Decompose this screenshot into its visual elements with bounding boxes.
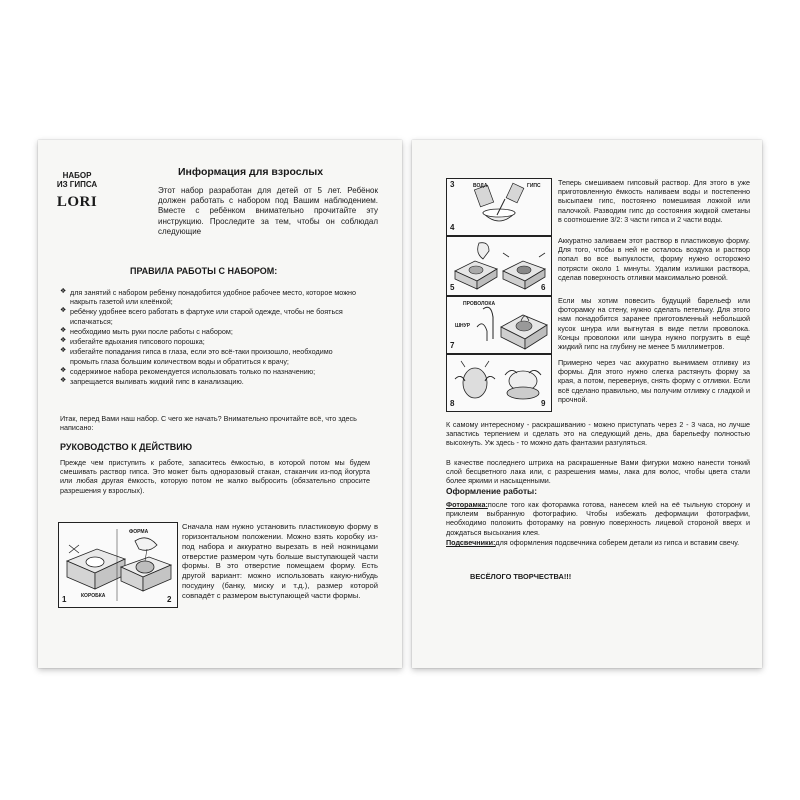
rule-item: ❖ ребёнку удобнее всего работать в фартуке или старой одежде, чтобы не бояться испачкаться; xyxy=(60,307,360,325)
step-1-paragraph: Сначала нам нужно установить пластиковую форму в горизонтальном положении. Можно взять коробку из-под набора и аккуратно вырезать в ней ножницами отверстие размером чуть больше выступающей части формы. В это отверстие помещаем форму. Есть другой вариант: можно использовать какую-нибудь посудину (банку, миску и т.д.), размер которой совпадёт с размером выступающей части формы. xyxy=(182,522,378,601)
pouring-illustration xyxy=(447,237,551,295)
rules-title: ПРАВИЛА РАБОТЫ С НАБОРОМ: xyxy=(130,266,278,276)
figure-number-6: 6 xyxy=(541,283,546,292)
step-remove-paragraph: Примерно через час аккуратно вынимаем отливку из формы. Для этого нужно слегка растянуть форму за края, а потом, перевернув, снять форму с отливки. Если всё сделано правильно, мы получим отливку с гладкой и прочной. xyxy=(558,358,750,404)
step-mix-paragraph: Теперь смешиваем гипсовый раствор. Для этого в уже приготовленную ёмкость наливаем воды и постепенно высыпаем гипс, постоянно помешивая ложкой или палочкой. Разводим гипс до состояния жидкой сметаны в соотношение 3/2: 3 части гипса и 2 части воды. xyxy=(558,178,750,224)
closing-text: ВЕСЁЛОГО ТВОРЧЕСТВА!!! xyxy=(470,572,572,581)
removing-cast-illustration xyxy=(447,355,551,411)
candle-paragraph xyxy=(446,538,750,547)
start-paragraph: Итак, перед Вами наш набор. С чего же начать? Внимательно прочитайте всё, что здесь написано: xyxy=(60,414,357,433)
figure-number-3: 3 xyxy=(450,180,455,189)
rule-item: ❖ содержимое набора рекомендуется использовать только по назначению; xyxy=(60,367,360,376)
rule-item: ❖ избегайте вдыхания гипсового порошка; xyxy=(60,337,360,346)
figure-number-9: 9 xyxy=(541,399,546,408)
brand-block xyxy=(52,172,102,210)
figure-number-8: 8 xyxy=(450,399,455,408)
figure-number-5: 5 xyxy=(450,283,455,292)
photo-frame-paragraph xyxy=(446,500,750,537)
figure-number-4: 4 xyxy=(450,223,455,232)
figure-label-box: КОРОБКА xyxy=(81,593,106,599)
photo-frame-label: Фоторамка: xyxy=(446,500,488,509)
intro-paragraph: Этот набор разработан для детей от 5 лет. Ребёнок должен работать с набором под Вашим наблюдением. Вместе с ребёнком внимательно прочитайте эту инструкцию. Проследите за тем, чтобы он соблюдал следующие xyxy=(158,186,378,236)
figure-number-2: 2 xyxy=(167,595,172,604)
figure-label-water: ВОДА xyxy=(473,183,488,189)
rule-item: ❖ избегайте попадания гипса в глаза, если это всё-таки произошло, необходимо промыть глаза большим количеством воды и обратиться к врачу; xyxy=(60,347,360,365)
figure-label-cord: ШНУР xyxy=(455,323,471,329)
left-instruction-page xyxy=(38,140,402,668)
right-instruction-page xyxy=(412,140,762,668)
painting-paragraph: К самому интересному - раскрашиванию - можно приступать через 2 - 3 часа, но лучше запастись терпением и сделать это на следующий день, два барельефу полностью высохнуть. Уж здесь - то можно дать фантазии разгуляться. xyxy=(446,420,750,448)
rule-item: ❖ необходимо мыть руки после работы с набором; xyxy=(60,327,360,336)
step-pour-paragraph: Аккуратно заливаем этот раствор в пластиковую форму. Для того, чтобы в ней не осталось воздуха и раствор попал во все выпуклости, форму нужно осторожно потрясти около 1 минуты. Удалим излишки раствора, сделав поверхность отливки максимально ровной. xyxy=(558,236,750,282)
figure-8-9 xyxy=(446,354,552,412)
brand-logo: LORI xyxy=(56,193,98,210)
rules-list-container xyxy=(60,288,360,387)
photo-frame-text: после того как фоторамка готова, нанесем клей на её тыльную сторону и приклеим выбранную фотографию. Чтобы избежать деформации фотографии, необходимо положить фоторамку на ровную поверхность лицевой стороной вверх и дождаться высыхания клея. xyxy=(446,500,750,537)
figure-7 xyxy=(446,296,552,354)
figure-5-6 xyxy=(446,236,552,296)
brand-line1: НАБОР xyxy=(62,171,92,180)
box-and-form-illustration xyxy=(59,523,177,607)
varnish-paragraph: В качестве последнего штриха на раскрашенные Вами фигурки можно нанести тонкий слой бесцветного лака или, с разрешения мамы, лака для волос, чтобы цвета стали более яркими и насыщенными. xyxy=(446,458,750,486)
design-title: Оформление работы: xyxy=(446,486,538,496)
figure-number-7: 7 xyxy=(450,341,455,350)
guide-paragraph: Прежде чем приступить к работе, запаситесь ёмкостью, в которой потом мы будем смешивать раствор гипса. Это может быть одноразовый стакан, стаканчик из-под йогурта или любая другая ёмкость, которую потом не жалко выбросить (обязательно спросите разрешения у взрослых). xyxy=(60,458,370,495)
candle-label: Подсвечники: xyxy=(446,538,496,547)
figure-label-wire: ПРОВОЛОКА xyxy=(463,301,496,307)
brand-line2: ИЗ ГИПСА xyxy=(56,179,98,189)
candle-text: для оформления подсвечника соберем детали из гипса и вставим свечу. xyxy=(495,538,740,547)
figure-number-1: 1 xyxy=(62,595,67,604)
figure-label-form: ФОРМА xyxy=(129,529,149,535)
rule-item: ❖ для занятий с набором ребёнку понадобится удобное рабочее место, которое можно накрыть газетой или клеёнкой; xyxy=(60,288,360,306)
guide-title: РУКОВОДСТВО К ДЕЙСТВИЮ xyxy=(60,442,192,452)
rule-item: ❖ запрещается выливать жидкий гипс в канализацию. xyxy=(60,377,360,386)
figure-3-4 xyxy=(446,178,552,236)
step-loop-paragraph: Если мы хотим повесить будущий барельеф или фоторамку на стену, нужно сделать петельку. Для этого нам понадобится заранее приготовленный небольшой кусок шнура или выгнутая в виде петли проволока. Концы проволоки или шнура нужно погрузить в ещё жидкий гипс на глубину не менее 5 миллиметров. xyxy=(558,296,750,352)
figure-label-gypsum: ГИПС xyxy=(527,183,541,189)
page-title: Информация для взрослых xyxy=(178,166,324,178)
rules-list xyxy=(60,288,360,386)
figure-1-2 xyxy=(58,522,178,608)
